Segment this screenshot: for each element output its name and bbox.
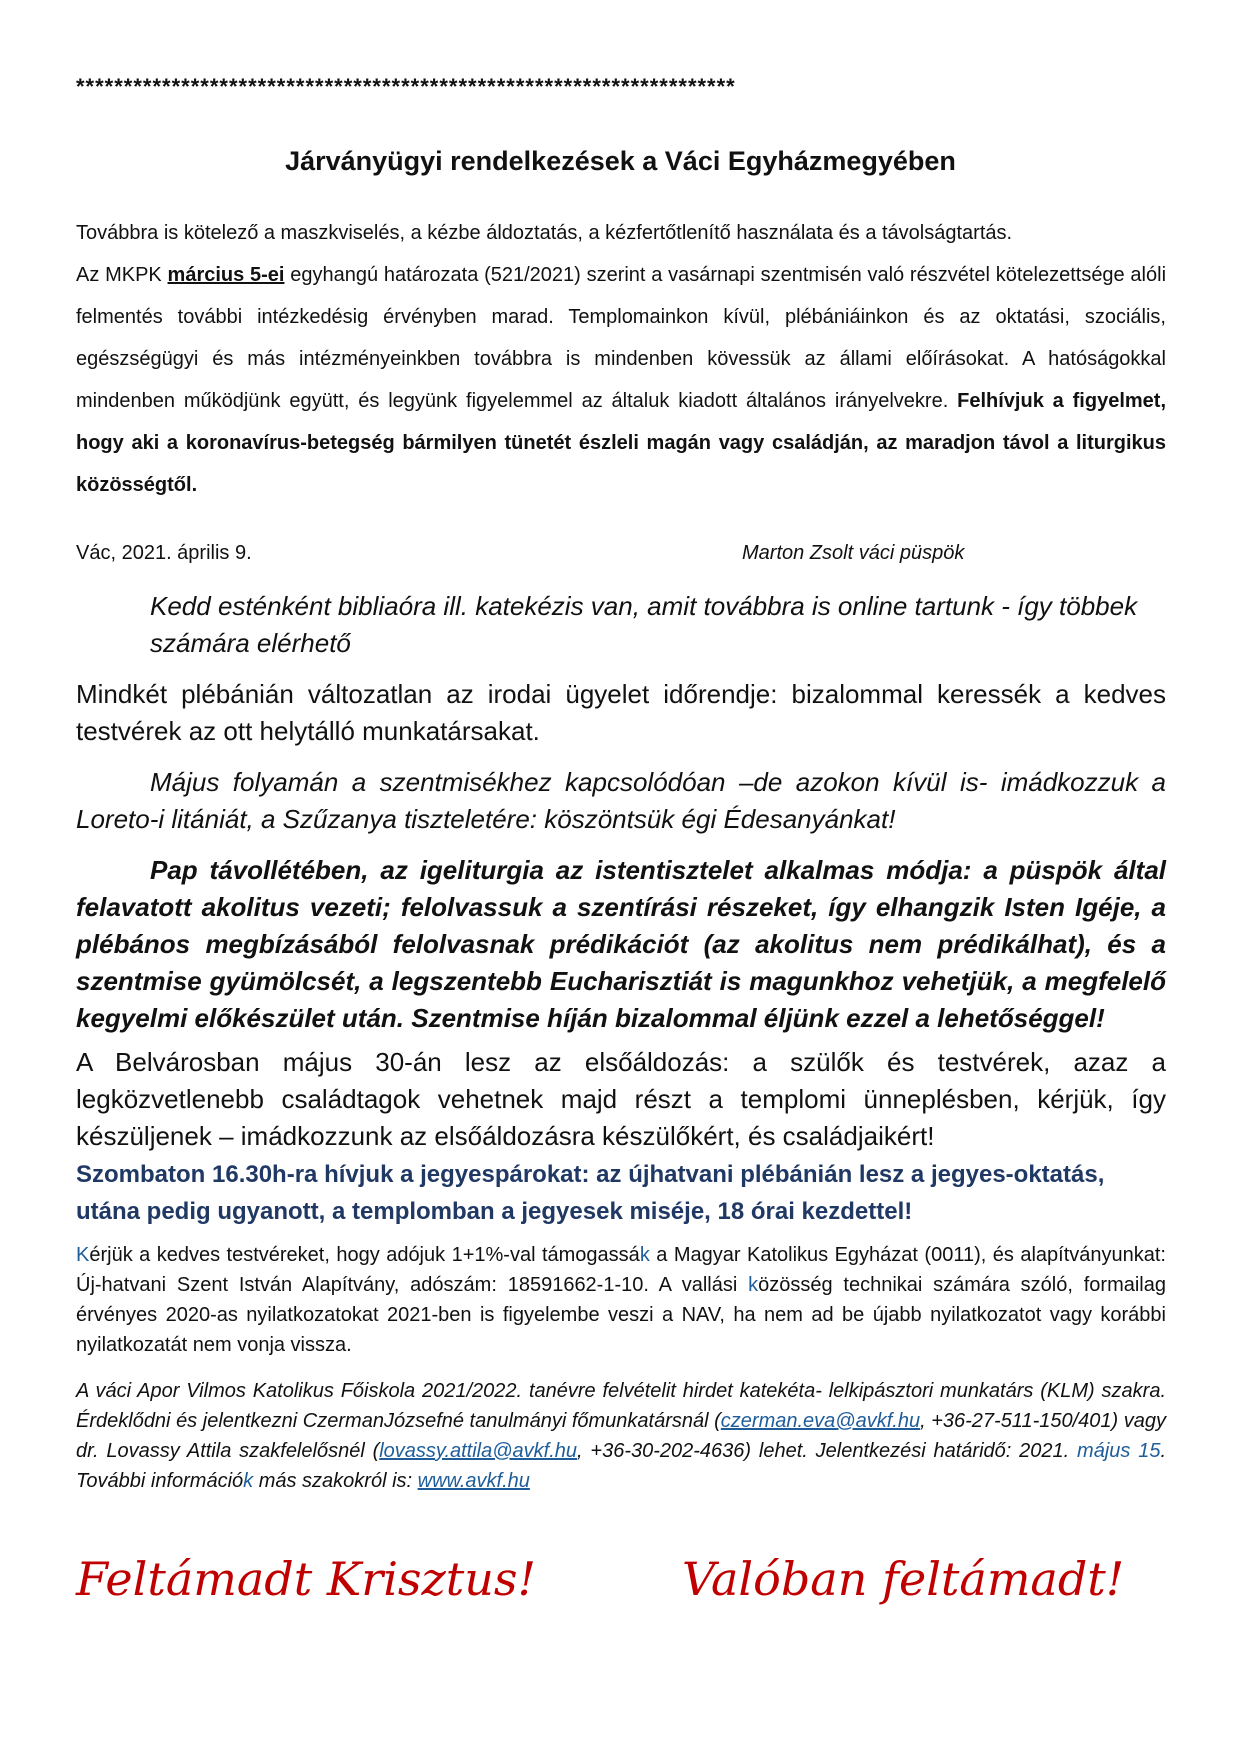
deadline-date: május 15 (1077, 1440, 1161, 1462)
signature: Marton Zsolt váci püspök (742, 542, 965, 564)
first-communion-note: A Belvárosban május 30-án lesz az elsőáldozás: a szülők és testvérek, azaz a legközvetlenebb családtagok vehetnek majd részt a templomi ünneplésben, kérjük, így készüljenek – imádkozzunk az elsőáldozásra készülőkért, és családjaikért! (76, 1047, 1166, 1151)
page-title: Járványügyi rendelkezések a Váci Egyházmegyében (285, 146, 956, 176)
office-hours-note: Mindkét plébánián változatlan az irodai ügyelet időrendje: bizalommal keressék a kedves testvérek az ott helytálló munkatársakat. (76, 679, 1166, 746)
announcement-paragraph (76, 212, 1166, 506)
text-run: a Magyar Katolikus Egyházat (0011), és alapítványunkat: Új-hatvani Szent István Alapítvány, adószám: 18591662-1-10. A vallási (76, 1244, 1166, 1296)
text-run: k (243, 1470, 254, 1492)
text-run: özösség technikai számára szóló, formailag érvényes 2020-as nyilatkozatokat 2021-ben is figyelembe veszi a NAV, ha nem ad be újabb nyilatkozatot vagy korábbi nyilatkozatát nem vonja vissza. (76, 1274, 1166, 1356)
text-run: . További információ (76, 1440, 1167, 1492)
paragraph-line-1: Továbbra is kötelező a maszkviselés, a kézbe áldoztatás, a kézfertőtlenítő használata és a távolságtartás. (76, 222, 1013, 244)
email-link-lovassy[interactable]: lovassy.attila@avkf.hu (379, 1440, 578, 1462)
text-run: más szakokról is: (253, 1470, 418, 1492)
text-run: Az MKPK (76, 264, 168, 286)
tax-donation-note (76, 1240, 1166, 1360)
text-run: k (639, 1244, 650, 1266)
bold-warning: Felhívjuk a figyelmet, hogy aki a koronavírus-betegség bármilyen tünetét észleli magán vagy családján, az maradjon távol a liturgikus közösségtől. (76, 390, 1166, 496)
text-run: egyhangú határozata (521/2021) szerint a vasárnapi szentmisén való részvétel kötelezettsége alóli felmentés további intézkedésig érvényben marad. Templomainkon kívül, plébániáinkon és az oktatási, szociális, egészségügyi és más intézményeinkben továbbra is mindenben kövessük az állami előírásokat. A hatóságokkal mindenben működjünk együtt, és legyünk figyelemmel az általuk kiadott általános irányelvekre. (76, 264, 1167, 412)
separator-stars: ********************************************************************* (76, 74, 736, 99)
engaged-couples-note: Szombaton 16.30h-ra hívjuk a jegyespárokat: az újhatvani plébánián lesz a jegyes-oktatás, utána pedig ugyanott, a templomban a jegyesek miséje, 18 órai kezdettel! (76, 1161, 1105, 1225)
bible-study-note: Kedd esténként bibliaóra ill. katekézis van, amit továbbra is online tartunk - így többek számára elérhető (150, 591, 1138, 658)
easter-greeting-right: Valóban feltámadt! (682, 1552, 1125, 1606)
text-run: K (76, 1244, 90, 1266)
website-link[interactable]: www.avkf.hu (417, 1470, 530, 1492)
underlined-date: március 5-ei (167, 264, 285, 286)
email-link-czerman[interactable]: czerman.eva@avkf.hu (720, 1410, 921, 1432)
text-run: , +36-30-202-4636) lehet. Jelentkezési határidő: 2021. (577, 1440, 1078, 1462)
text-run: k (748, 1274, 759, 1296)
may-litany-note: Május folyamán a szentmisékhez kapcsolódóan –de azokon kívül is- imádkozzuk a Loreto-i litániát, a Szűzanya tiszteletére: köszöntsük égi Édesanyánkat! (76, 767, 1166, 834)
text-run: érjük a kedves testvéreket, hogy adójuk 1+1%-val támogassá (89, 1244, 640, 1266)
college-admission-note (76, 1376, 1166, 1496)
liturgy-note: Pap távollétében, az igeliturgia az istentisztelet alkalmas módja: a püspök által felavatott akolitus vezeti; felolvassuk a szentírási részeket, így elhangzik Isten Igéje, a plébános megbízásából felolvasnak prédikációt (az akolitus nem prédikálhat), és a szentmise gyümölcsét, a legszentebb Eucharisztiát is magunkhoz vehetjük, a megfelelő kegyelmi előkészület után. Szentmise híján bizalommal éljünk ezzel a lehetőséggel! (76, 855, 1166, 1033)
text-run: , +36-27-511-150/401) vagy dr. Lovassy Attila szakfelelősnél ( (76, 1410, 1166, 1462)
document-date: Vác, 2021. április 9. (76, 542, 252, 564)
easter-greeting-left: Feltámadt Krisztus! (76, 1552, 536, 1606)
paragraph-body (76, 254, 1166, 506)
text-run: A váci Apor Vilmos Katolikus Főiskola 2021/2022. tanévre felvételit hirdet katekéta- lelkipásztori munkatárs (KLM) szakra. Érdeklődni és jelentkezni CzermanJózsefné tanulmányi főmunkatársnál ( (76, 1380, 1166, 1432)
